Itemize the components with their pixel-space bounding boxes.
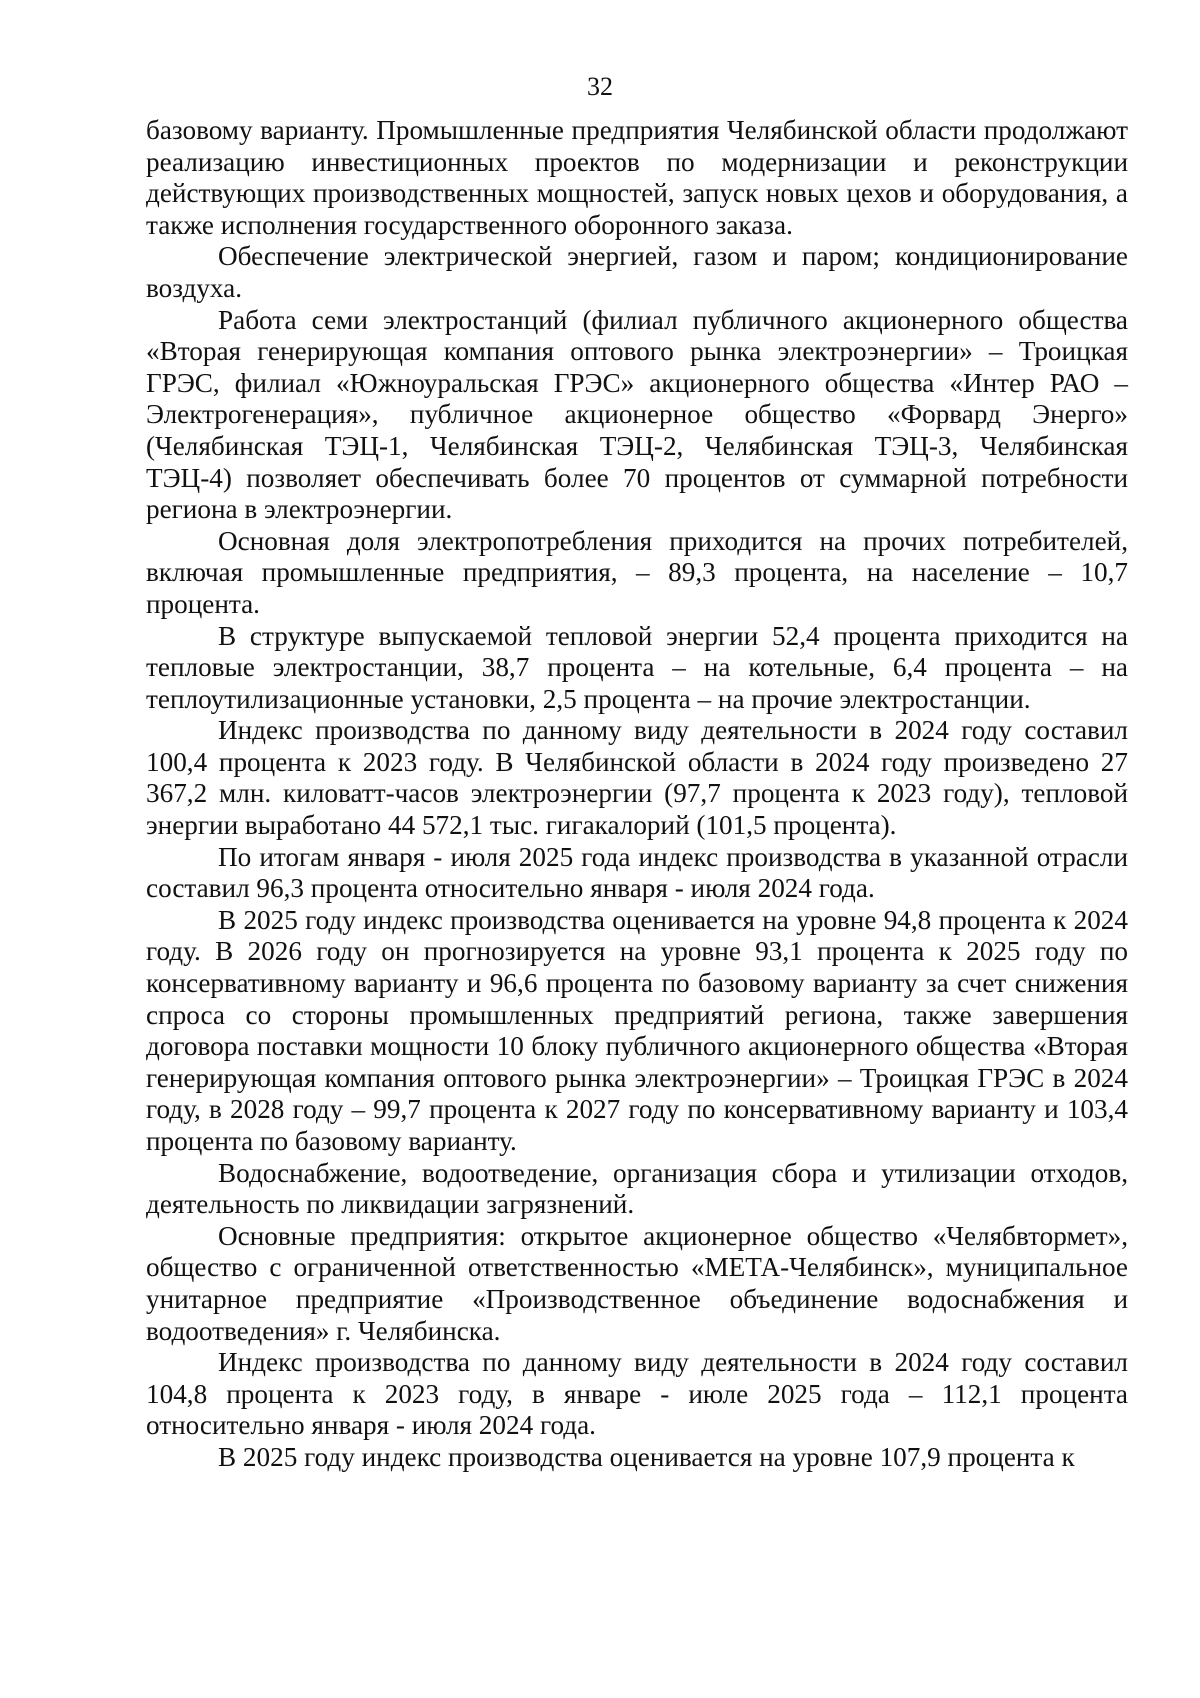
paragraph-production-index-2024: Индекс производства по данному виду деятельности в 2024 году составил 100,4 процента к 2023 году. В Челябинской области в 2024 году произведено 27 367,2 млн. киловатт-часов электроэнергии (97,7 процента к 2023 году), тепловой энергии выработано 44 572,1 тыс. гигакалорий (101,5 процента). <box>146 715 1128 841</box>
section-heading-energy: Обеспечение электрической энергией, газом и паром; кондиционирование воздуха. <box>146 241 1128 303</box>
document-body <box>146 115 1128 1474</box>
paragraph-jan-jul-2025: По итогам января - июля 2025 года индекс производства в указанной отрасли составил 96,3 процента относительно января - июля 2024 года. <box>146 841 1128 904</box>
paragraph-water-forecast: В 2025 году индекс производства оценивается на уровне 107,9 процента к <box>218 1441 1075 1472</box>
paragraph-continuation: базовому варианту. Промышленные предприятия Челябинской области продолжают реализацию инвестиционных проектов по модернизации и реконструкции действующих производственных мощностей, запуск новых цехов и оборудования, а также исполнения государственного оборонного заказа. <box>146 115 1128 240</box>
page-number: 32 <box>587 72 613 101</box>
paragraph-water-index-2024: Индекс производства по данному виду деятельности в 2024 году составил 104,8 процента к 2023 году, в январе - июле 2025 года – 112,1 процента относительно января - июля 2024 года. <box>146 1347 1128 1441</box>
paragraph-main-enterprises: Основные предприятия: открытое акционерное общество «Челябвтормет», общество с ограниченной ответственностью «МЕТА-Челябинск», муниципальное унитарное предприятие «Производственное объединение водоснабжения и водоотведения» г. Челябинска. <box>146 1220 1128 1346</box>
paragraph-power-plants: Работа семи электростанций (филиал публичного акционерного общества «Вторая генерирующая компания оптового рынка электроэнергии» – Троицкая ГРЭС, филиал «Южноуральская ГРЭС» акционерного общества «Интер РАО – Электрогенерация», публичное акционерное общество «Форвард Энерго» (Челябинская ТЭЦ-1, Челябинская ТЭЦ-2, Челябинская ТЭЦ-3, Челябинская ТЭЦ-4) позволяет обеспечивать более 70 процентов от суммарной потребности региона в электроэнергии. <box>146 304 1128 525</box>
paragraph-heat-structure: В структуре выпускаемой тепловой энергии 52,4 процента приходится на тепловые электростанции, 38,7 процента – на котельные, 6,4 процента – на теплоутилизационные установки, 2,5 процента – на прочие электростанции. <box>146 620 1128 714</box>
paragraph-consumption-share: Основная доля электропотребления приходится на прочих потребителей, включая промышленные предприятия, – 89,3 процента, на население – 10,7 процента. <box>146 525 1128 619</box>
section-heading-water: Водоснабжение, водоотведение, организация сбора и утилизации отходов, деятельность по ликвидации загрязнений. <box>146 1157 1128 1220</box>
paragraph-forecast-energy: В 2025 году индекс производства оценивается на уровне 94,8 процента к 2024 году. В 2026 году он прогнозируется на уровне 93,1 процента к 2025 году по консервативному варианту и 96,6 процента по базовому варианту за счет снижения спроса со стороны промышленных предприятий региона, также завершения договора поставки мощности 10 блоку публичного акционерного общества «Вторая генерирующая компания оптового рынка электроэнергии» – Троицкая ГРЭС в 2024 году, в 2028 году – 99,7 процента к 2027 году по консервативному варианту и 103,4 процента по базовому варианту. <box>146 904 1128 1156</box>
